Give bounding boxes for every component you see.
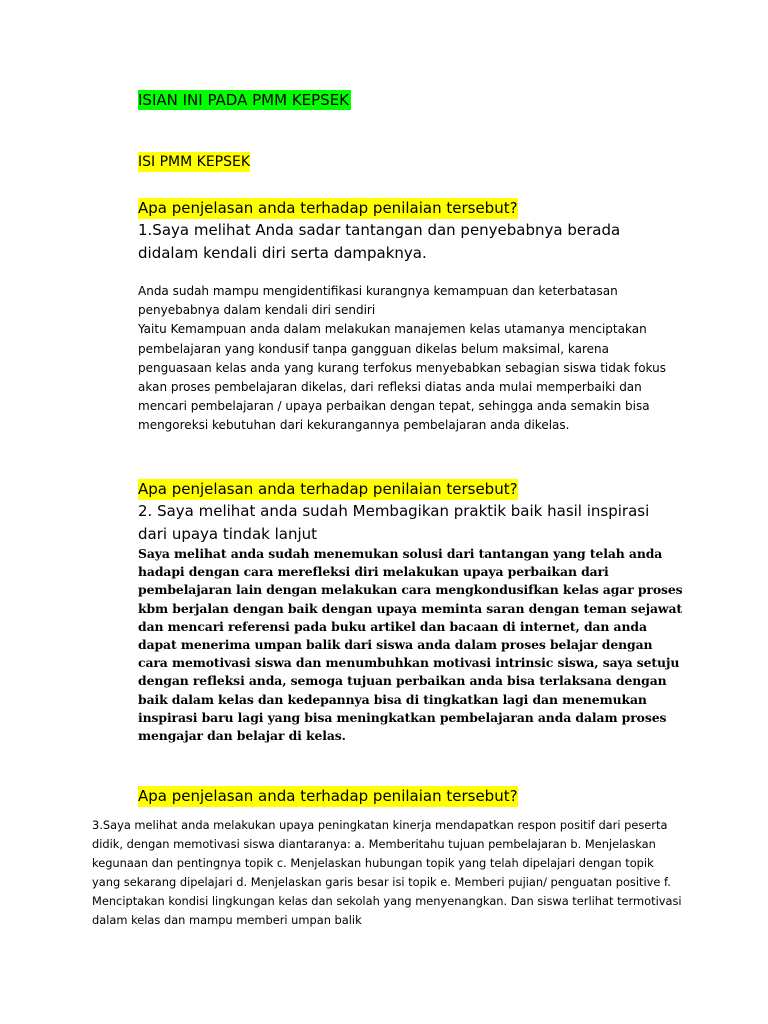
- section-1-point: 1.Saya melihat Anda sadar tantangan dan penyebabnya berada didalam kendali diri serta dampaknya.: [138, 221, 621, 262]
- section-1-body: Anda sudah mampu mengidentifikasi kurangnya kemampuan dan keterbatasan penyebabnya dalam kendali diri sendiri Yaitu Kemampuan anda dalam melakukan manajemen kelas utamanya menciptakan pembelajaran yang kondusif tanpa gangguan dikelas belum maksimal, karena penguasaan kelas anda yang kurang terfokus menyebabkan sebagian siswa tidak fokus akan proses pembelajaran dikelas, dari refleksi diatas anda mulai memperbaiki dan mencari pembelajaran / upaya perbaikan dengan tepat, sehingga anda semakin bisa mengoreksi kebutuhan dari kekurangannya pembelajaran anda dikelas.: [138, 284, 666, 433]
- section-3-body: 3.Saya melihat anda melakukan upaya peningkatan kinerja mendapatkan respon positif dari peserta didik, dengan memotivasi siswa diantaranya: a. Memberitahu tujuan pembelajaran b. Menjelaskan kegunaan dan pentingnya topik c. Menjelaskan hubungan topik yang telah dipelajari dengan topik yang sekarang dipelajari d. Menjelaskan garis besar isi topik e. Memberi pujian/ penguatan positive f. Menciptakan kondisi lingkungan kelas dan sekolah yang menyenangkan. Dan siswa terlihat termotivasi dalam kelas dan mampu memberi umpan balik: [92, 818, 682, 927]
- section-2-body: Saya melihat anda sudah menemukan solusi dari tantangan yang telah anda hadapi dengan cara merefleksi diri melakukan upaya perbaikan dari pembelajaran lain dengan melakukan cara mengkondusifkan kelas agar proses kbm berjalan dengan baik dengan upaya meminta saran dengan teman sejawat dan mencari referensi pada buku artikel dan bacaan di internet, dan anda dapat menerima umpan balik dari siswa anda dalam proses belajar dengan cara memotivasi siswa dan menumbuhkan motivasi intrinsic siswa, saya setuju dengan refleksi anda, semoga tujuan perbaikan anda bisa terlaksana dengan baik dalam kelas dan kedepannya bisa di tingkatkan lagi dan menemukan inspirasi baru lagi yang bisa meningkatkan pembelajaran anda dalam proses mengajar dan belajar di kelas.: [138, 546, 683, 744]
- page-subtitle: ISI PMM KEPSEK: [138, 154, 251, 170]
- section-2-question: Apa penjelasan anda terhadap penilaian tersebut?: [138, 480, 518, 498]
- page-title: ISIAN INI PADA PMM KEPSEK: [138, 91, 350, 109]
- section-2-point: 2. Saya melihat anda sudah Membagikan praktik baik hasil inspirasi dari upaya tindak lanjut: [138, 502, 650, 543]
- section-1-question: Apa penjelasan anda terhadap penilaian tersebut?: [138, 199, 518, 217]
- section-3-question: Apa penjelasan anda terhadap penilaian tersebut?: [138, 787, 518, 805]
